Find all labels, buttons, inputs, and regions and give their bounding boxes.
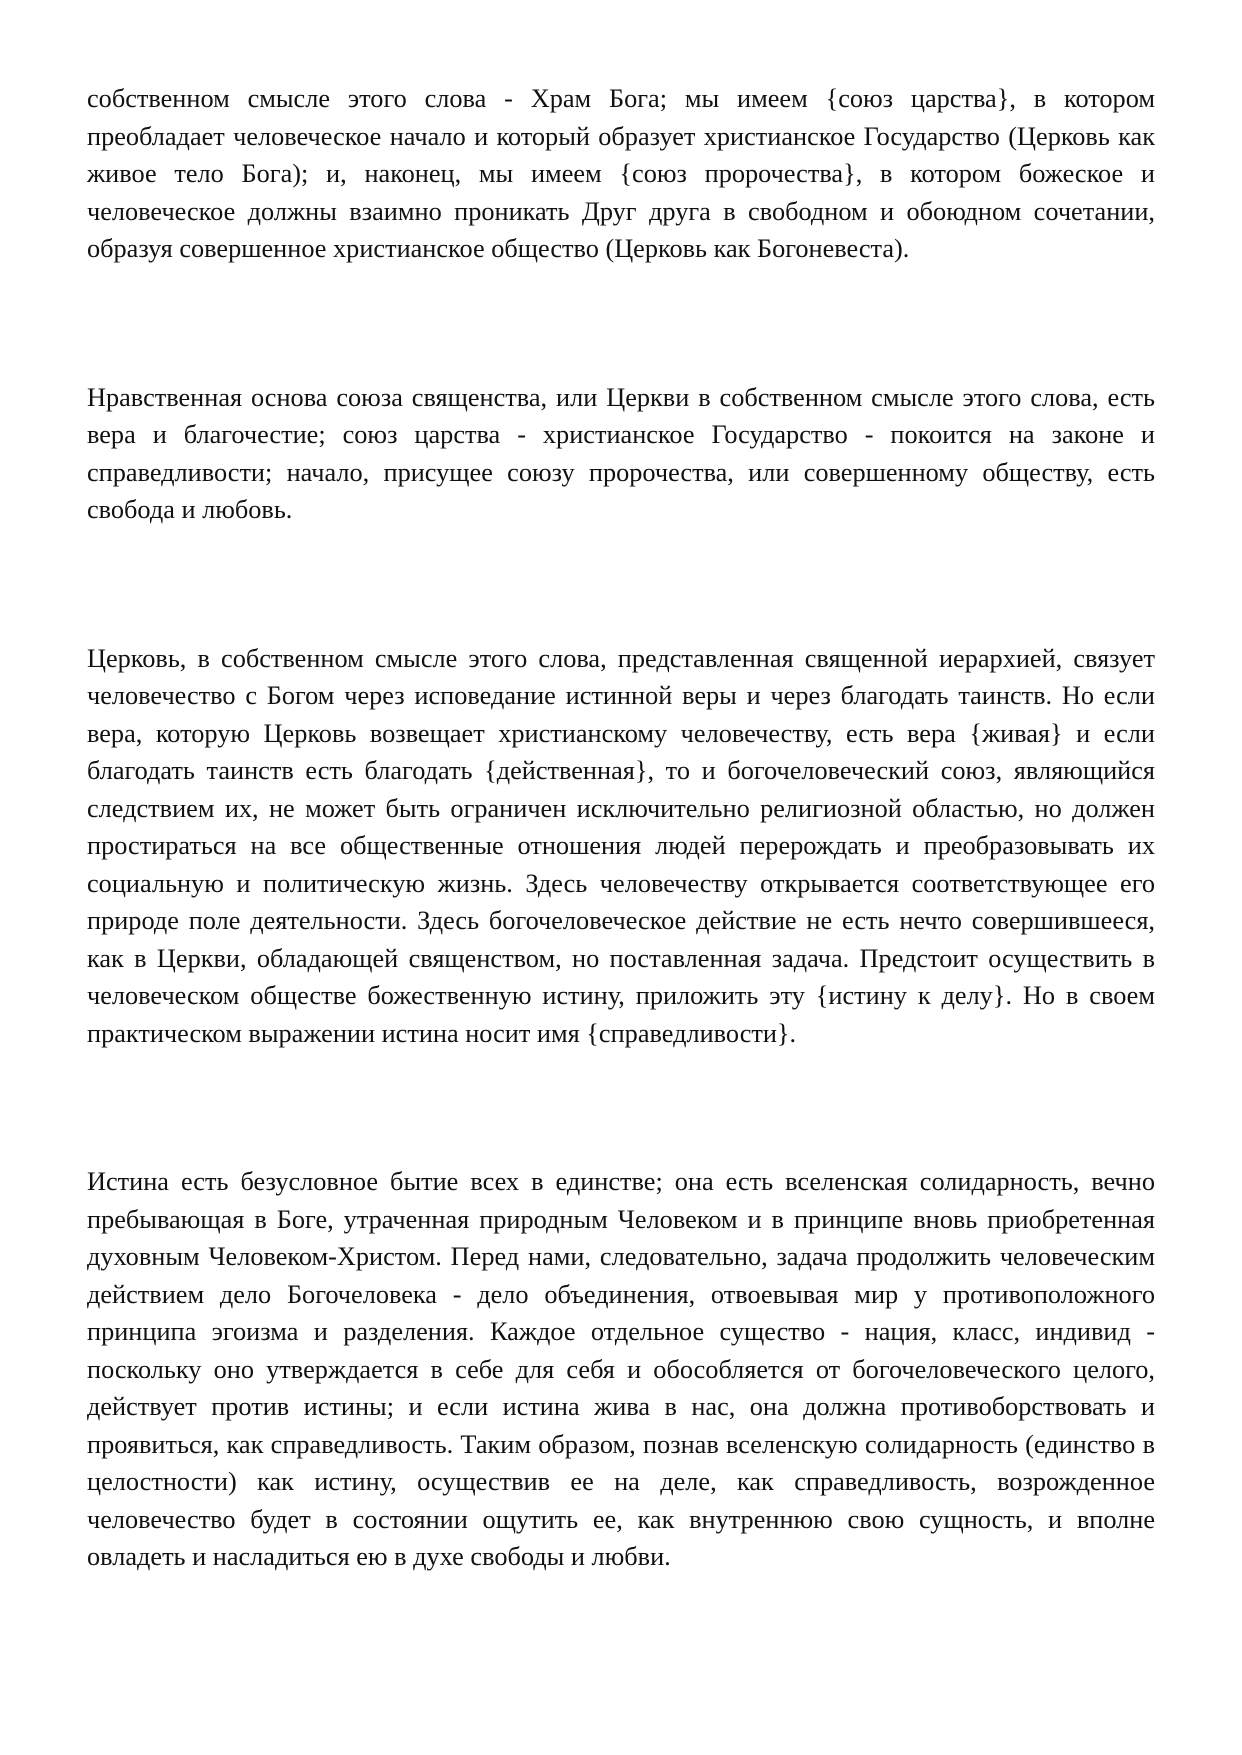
document-page xyxy=(87,80,1155,1700)
paragraph: Церковь, в собственном смысле этого слова, представленная священной иерархией, связует человечество с Богом через исповедание истинной веры и через благодать таинств. Но если вера, которую Церковь возвещает христианскому человечеству, есть вера {живая} и если благодать таинств есть благодать {действенная}, то и богочеловеческий союз, являющийся следствием их, не может быть ограничен исключительно религиозной областью, но должен простираться на все общественные отношения людей перерождать и преобразовывать их социальную и политическую жизнь. Здесь человечеству открывается соответствующее его природе поле деятельности. Здесь богочеловеческое действие не есть нечто совершившееся, как в Церкви, обладающей священством, но поставленная задача. Предстоит осуществить в человеческом обществе божественную истину, приложить эту {истину к делу}. Но в своем практическом выражении истина носит имя {справедливости}. xyxy=(87,643,1155,1048)
paragraph: Нравственная основа союза священства, или Церкви в собственном смысле этого слова, есть вера и благочестие; союз царства - христианское Государство - покоится на законе и справедливости; начало, присущее союзу пророчества, или совершенному обществу, есть свобода и любовь. xyxy=(87,382,1155,524)
paragraph: собственном смысле этого слова - Храм Бога; мы имеем {союз царства}, в котором преобладает человеческое начало и который образует христианское Государство (Церковь как живое тело Бога); и, наконец, мы имеем {союз пророчества}, в котором божеское и человеческое должны взаимно проникать Друг друга в свободном и обоюдном сочетании, образуя совершенное христианское общество (Церковь как Богоневеста). xyxy=(87,84,1155,263)
paragraph: Истина есть безусловное бытие всех в единстве; она есть вселенская солидарность, вечно пребывающая в Боге, утраченная природным Человеком и в принципе вновь приобретенная духовным Человеком-Христом. Перед нами, следовательно, задача продолжить человеческим действием дело Богочеловека - дело объединения, отвоевывая мир у противоположного принципа эгоизма и разделения. Каждое отдельное существо - нация, класс, индивид - поскольку оно утверждается в себе для себя и обособляется от богочеловеческого целого, действует против истины; и если истина жива в нас, она должна противоборствовать и проявиться, как справедливость. Таким образом, познав вселенскую солидарность (единство в целостности) как истину, осуществив ее на деле, как справедливость, возрожденное человечество будет в состоянии ощутить ее, как внутреннюю свою сущность, и вполне овладеть и насладиться ею в духе свободы и любви. xyxy=(87,1167,1155,1571)
